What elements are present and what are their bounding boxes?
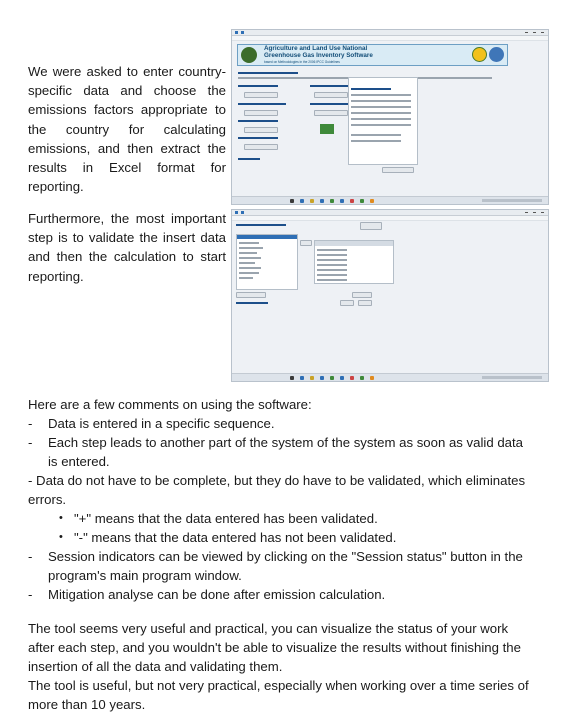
system-tray-2 bbox=[482, 376, 542, 379]
comments-heading: Here are a few comments on using the software: bbox=[28, 397, 312, 412]
comment-item-2-line-1: Each step leads to another part of the system of the system as soon as valid data bbox=[48, 435, 524, 450]
system-tray bbox=[482, 199, 542, 202]
comment-item-4-line-2: program's main program window. bbox=[48, 568, 242, 583]
enter-data-button[interactable] bbox=[314, 92, 348, 98]
mitigation-label bbox=[238, 137, 278, 139]
comment-item-2-line-2: is entered. bbox=[48, 454, 110, 469]
dash-marker: - bbox=[28, 416, 33, 431]
bullet-validated: "+" means that the data entered has been validated. bbox=[74, 511, 378, 526]
create-category-button[interactable] bbox=[236, 292, 266, 298]
screenshot-data-entry-window bbox=[231, 209, 549, 382]
form-flag-label bbox=[236, 302, 268, 304]
window-menubar-2 bbox=[232, 216, 548, 221]
conclusion-line-2: after each step, and you wouldn't be able to visualize the results without finishing the bbox=[28, 640, 521, 655]
comment-item-5: Mitigation analyse can be done after emission calculation. bbox=[48, 587, 386, 602]
dash-marker: - bbox=[28, 435, 33, 450]
banner-subtitle: based on Methodologies in the 2006 IPCC Guidelines bbox=[264, 60, 340, 64]
save-button[interactable] bbox=[340, 300, 354, 306]
dash-marker: - bbox=[28, 549, 33, 564]
new-application-link[interactable] bbox=[238, 158, 260, 160]
enter-activity-button[interactable] bbox=[244, 92, 278, 98]
bullet-not-validated: "-" means that the data entered has not been validated. bbox=[74, 530, 397, 545]
bullet-marker: • bbox=[59, 512, 63, 524]
qa-label bbox=[238, 120, 278, 122]
excel-icon[interactable] bbox=[320, 124, 334, 134]
conclusion-line-4: The tool is useful, but not very practical, especially when working over a time series of bbox=[28, 678, 529, 693]
add-button[interactable] bbox=[300, 240, 312, 246]
uncertainty-button[interactable] bbox=[244, 110, 278, 116]
bullet-marker: • bbox=[59, 531, 63, 543]
dialog-button[interactable] bbox=[382, 167, 414, 173]
comment-item-3-line-1: - Data do not have to be complete, but they do have to be validated, which eliminates bbox=[28, 473, 526, 488]
inventory-years-panel bbox=[348, 77, 418, 165]
animal-population-table bbox=[314, 240, 394, 284]
conclusion-line-3: insertion of all the data and validating them. bbox=[28, 659, 283, 674]
fao-logo-icon bbox=[472, 47, 487, 62]
screenshot-main-window bbox=[231, 29, 549, 205]
intro-paragraph-1: We were asked to enter country-specific data and choose the emissions factors appropriate to the country for calculating emissions, and then extract the results in Excel format for reporting. bbox=[28, 64, 226, 195]
banner-title: Agriculture and Land Use National Greenhouse Gas Inventory Software bbox=[264, 45, 373, 59]
category-label bbox=[236, 224, 286, 226]
database-label bbox=[238, 72, 298, 74]
database-fields bbox=[238, 77, 358, 79]
window-menubar bbox=[232, 36, 548, 41]
windows-taskbar bbox=[232, 196, 548, 204]
livestock-category-list[interactable] bbox=[236, 234, 298, 290]
comment-item-4-line-1: Session indicators can be viewed by clicking on the "Session status" button in the bbox=[48, 549, 523, 564]
unep-logo-icon bbox=[489, 47, 504, 62]
comment-item-3-line-2: errors. bbox=[28, 492, 67, 507]
conclusion-line-5: more than 10 years. bbox=[28, 697, 146, 712]
status-dropdown[interactable] bbox=[352, 292, 372, 298]
session-status-button[interactable] bbox=[360, 222, 382, 230]
mitigation-button[interactable] bbox=[244, 144, 278, 150]
ipcc-logo-icon bbox=[241, 47, 257, 63]
conclusion-line-1: The tool seems very useful and practical, you can visualize the status of your work bbox=[28, 621, 509, 636]
cancel-button[interactable] bbox=[358, 300, 372, 306]
intro-paragraph-2: Furthermore, the most important step is to validate the insert data and then the calculation to start reporting. bbox=[28, 211, 226, 284]
software-banner bbox=[237, 44, 508, 66]
dash-marker: - bbox=[28, 587, 33, 602]
uncertainty-label bbox=[238, 103, 286, 105]
windows-taskbar-2 bbox=[232, 373, 548, 381]
module-label bbox=[238, 85, 278, 87]
comment-item-1: Data is entered in a specific sequence. bbox=[48, 416, 275, 431]
qa-button[interactable] bbox=[244, 127, 278, 133]
calculation-button[interactable] bbox=[314, 110, 348, 116]
